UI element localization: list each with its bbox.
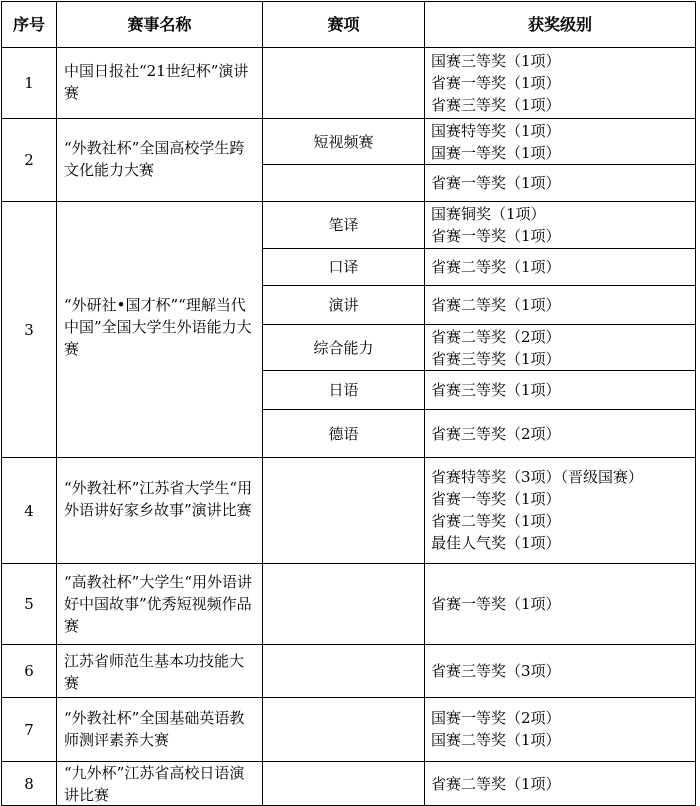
award-line: 最佳人气奖（1项） (431, 534, 561, 552)
award-line: 省赛二等奖（1项） (431, 512, 561, 530)
header-event: 赛项 (327, 14, 360, 34)
row-3-name: “外研社•国才杯”“理解当代中国”全国大学生外语能力大赛 (64, 296, 252, 358)
row-7-name: “外教社杯”全国基础英语教师测评素养大赛 (64, 709, 245, 749)
row-2-awards-a (431, 120, 693, 164)
row-4-name: “外教社杯”江苏省大学生“用外语讲好家乡故事”演讲比赛 (64, 479, 253, 519)
row-3-awards-1 (431, 203, 693, 247)
award-line: 国赛三等奖（1项） (431, 52, 561, 70)
row-7-awards (431, 707, 693, 751)
award-line: 省赛特等奖（3项）（晋级国赛） (431, 468, 644, 486)
row-5-awards (431, 564, 693, 644)
row-3-awards-4 (431, 326, 693, 370)
row-5-name: “高教社杯”大学生“用外语讲好中国故事”优秀短视频作品赛 (64, 573, 253, 635)
row-2-awards-b (431, 165, 693, 201)
row-2-event: 短视频赛 (313, 132, 374, 151)
row-6-awards (431, 645, 693, 697)
row-1-awards (431, 50, 693, 116)
row-2-name: “外教社杯”全国高校学生跨文化能力大赛 (64, 139, 245, 179)
award-line: 省赛三等奖（1项） (431, 350, 561, 368)
row-6-name: 江苏省师范生基本功技能大赛 (64, 652, 245, 692)
award-line: 省赛二等奖（1项） (431, 774, 561, 793)
row-3-event-1: 笔译 (328, 216, 359, 234)
row-3-event-5: 日语 (328, 381, 359, 399)
row-4-no: 4 (24, 501, 34, 520)
row-3-awards-3 (431, 286, 693, 324)
row-8-name: “九外杯”江苏省高校日语演讲比赛 (64, 764, 245, 804)
row-8-no: 8 (24, 774, 34, 793)
row-5-no: 5 (24, 595, 34, 613)
row-3-event-3: 演讲 (328, 296, 359, 314)
header-no: 序号 (12, 14, 45, 34)
award-line: 国赛一等奖（1项） (431, 144, 561, 162)
row-1-no: 1 (24, 74, 34, 92)
row-3-awards-6 (431, 410, 693, 457)
award-line: 省赛二等奖（2项） (431, 328, 561, 346)
award-line: 省赛一等奖（1项） (431, 74, 561, 92)
row-7-no: 7 (24, 720, 34, 739)
award-line: 省赛二等奖（1项） (431, 296, 561, 314)
row-4-awards (431, 466, 693, 554)
row-3-event-2: 口译 (328, 258, 359, 276)
award-line: 省赛二等奖（1项） (431, 258, 561, 276)
award-line: 国赛一等奖（2项） (431, 709, 561, 727)
award-line: 省赛三等奖（1项） (431, 381, 561, 399)
row-3-awards-2 (431, 249, 693, 285)
award-line: 省赛一等奖（1项） (431, 490, 561, 508)
award-line: 国赛铜奖（1项） (431, 205, 546, 223)
row-8-awards (431, 762, 693, 805)
row-6-no: 6 (24, 662, 34, 680)
row-3-event-6: 德语 (328, 424, 359, 443)
row-2-no: 2 (24, 151, 34, 169)
award-line: 省赛三等奖（2项） (431, 424, 561, 443)
award-line: 省赛一等奖（1项） (431, 174, 561, 192)
award-line: 国赛特等奖（1项） (431, 122, 561, 140)
award-line: 省赛三等奖（1项） (431, 96, 561, 114)
award-line: 省赛一等奖（1项） (431, 227, 561, 245)
row-3-event-4: 综合能力 (313, 338, 374, 357)
header-name: 赛事名称 (127, 14, 192, 34)
award-line: 省赛三等奖（3项） (431, 662, 561, 680)
row-3-awards-5 (431, 371, 693, 409)
header-award: 获奖级别 (527, 14, 592, 34)
award-line: 省赛一等奖（1项） (431, 595, 561, 613)
row-1-name: 中国日报社“21世纪杯”演讲赛 (64, 62, 249, 102)
row-3-no: 3 (24, 320, 34, 339)
award-line: 国赛二等奖（1项） (431, 731, 561, 749)
